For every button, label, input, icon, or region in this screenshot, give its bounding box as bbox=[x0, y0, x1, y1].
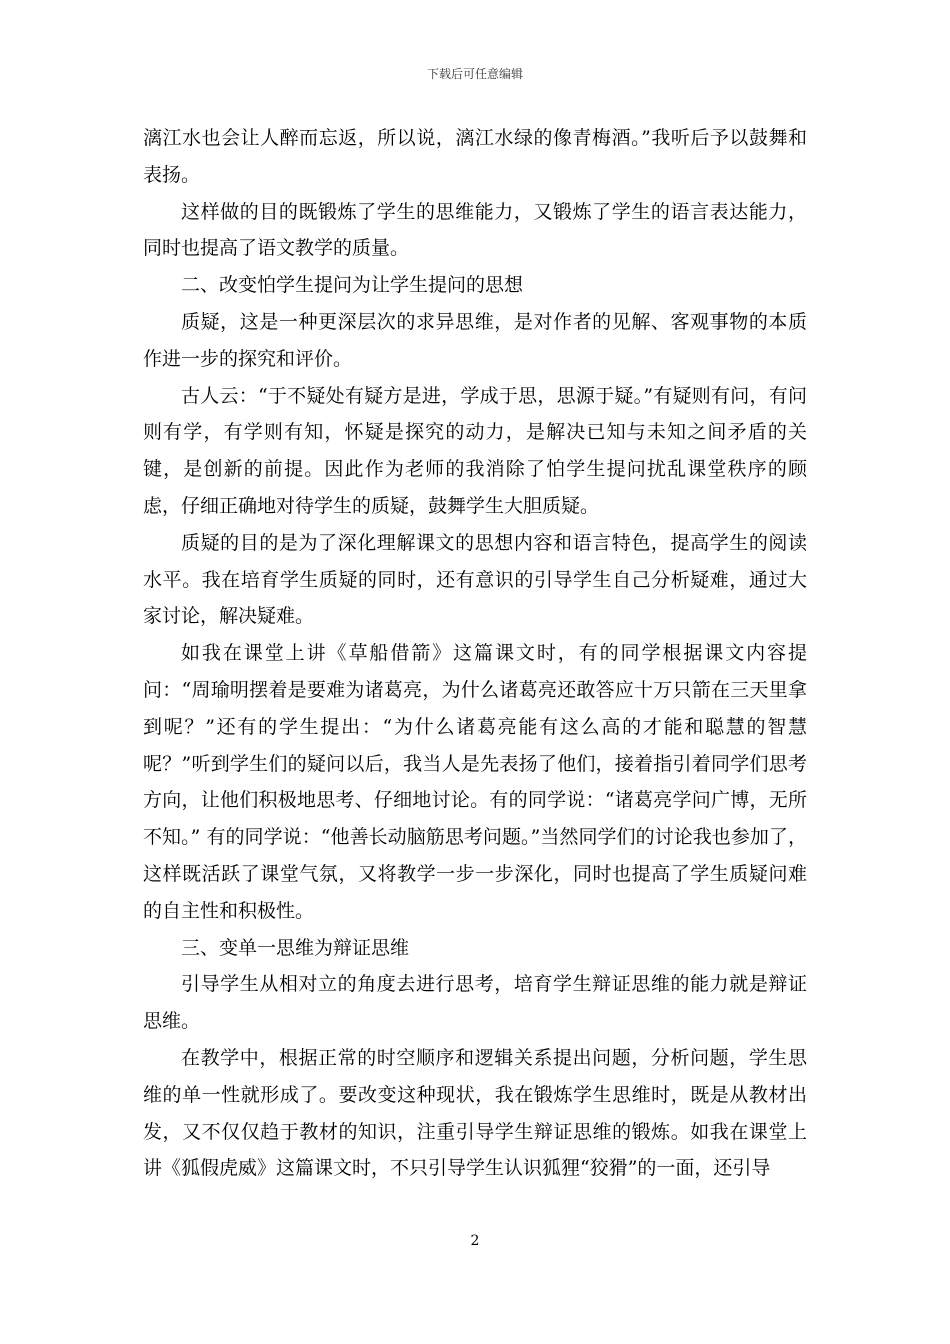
section-heading-2: 二、改变怕学生提问为让学生提问的思想 bbox=[181, 274, 524, 297]
paragraph-1: 漓江水也会让人醉而忘返，所以说，漓江水绿的像青梅酒。”我听后予以鼓舞和表扬。 bbox=[143, 127, 807, 186]
document-body bbox=[143, 120, 807, 1187]
paragraph-5: 古人云：“于不疑处有疑方是进，学成于思，思源于疑。”有疑则有问，有问则有学，有学则有知，怀疑是探究的动力，是解决已知与未知之间矛盾的关键，是创新的前提。因此作为老师的我消除了怕学生提问扰乱课堂秩序的顾虑，仔细正确地对待学生的质疑，鼓舞学生大胆质疑。 bbox=[143, 384, 807, 517]
paragraph-10: 在教学中，根据正常的时空顺序和逻辑关系提出问题，分析问题，学生思维的单一性就形成了。要改变这种现状，我在锻炼学生思维时，既是从教材出发，又不仅仅趋于教材的知识，注重引导学生辩证思维的锻炼。如我在课堂上讲《狐假虎威》这篇课文时，不只引导学生认识狐狸“狡猾”的一面，还引导 bbox=[143, 1046, 807, 1180]
page-number: 2 bbox=[470, 1233, 480, 1249]
paragraph-4: 质疑，这是一种更深层次的求异思维，是对作者的见解、客观事物的本质作进一步的探究和评价。 bbox=[143, 310, 807, 370]
section-heading-3: 三、变单一思维为辩证思维 bbox=[181, 936, 410, 959]
paragraph-9: 引导学生从相对立的角度去进行思考，培育学生辩证思维的能力就是辩证思维。 bbox=[143, 973, 807, 1033]
paragraph-2: 这样做的目的既锻炼了学生的思维能力，又锻炼了学生的语言表达能力，同时也提高了语文教学的质量。 bbox=[143, 200, 807, 260]
paragraph-7: 如我在课堂上讲《草船借箭》这篇课文时，有的同学根据课文内容提问：“周瑜明摆着是要难为诸葛亮，为什么诸葛亮还敢答应十万只箭在三天里拿到呢？”还有的学生提出：“为什么诸葛亮能有这么高的才能和聪慧的智慧呢？”听到学生们的疑问以后，我当人是先表扬了他们，接着指引着同学们思考方向，让他们积极地思考、仔细地讨论。有的同学说：“诸葛亮学问广博，无所不知。” 有的同学说：“他善长动脑筋思考问题。”当然同学们的讨论我也参加了，这样既活跃了课堂气氛，又将教学一步一步深化，同时也提高了学生质疑问难的自主性和积极性。 bbox=[143, 642, 807, 922]
header-note: 下载后可任意编辑 bbox=[426, 67, 523, 81]
paragraph-6: 质疑的目的是为了深化理解课文的思想内容和语言特色，提高学生的阅读水平。我在培育学生质疑的同时，还有意识的引导学生自己分析疑难，通过大家讨论，解决疑难。 bbox=[143, 531, 807, 628]
